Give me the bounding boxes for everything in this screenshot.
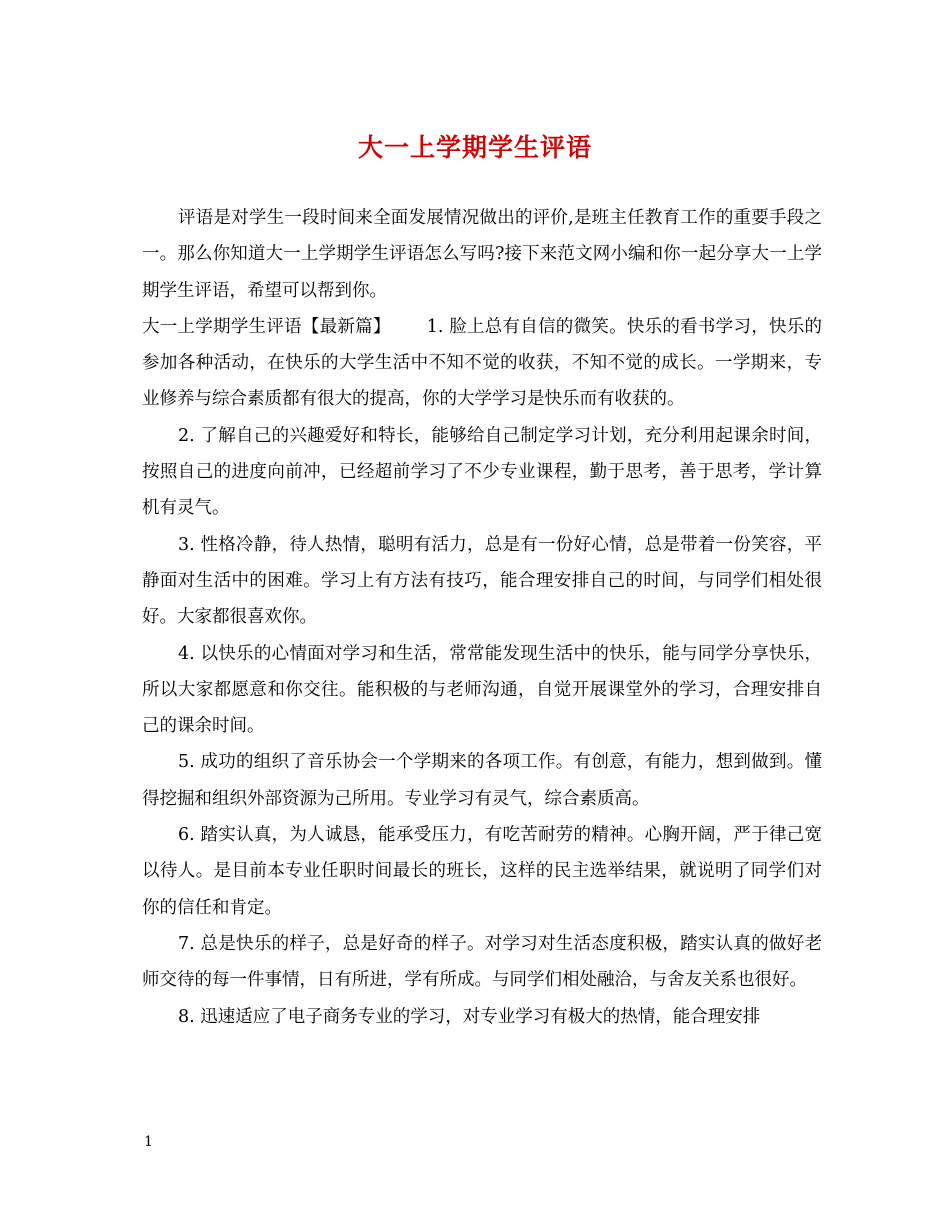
section-heading: 大一上学期学生评语【最新篇】	[142, 316, 391, 337]
page-title: 大一上学期学生评语	[357, 133, 592, 162]
list-item: 6. 踏实认真，为人诚恳，能承受压力，有吃苦耐劳的精神。心胸开阔，严于律己宽以待人。是目前本专业任职时间最长的班长，这样的民主选举结果，就说明了同学们对你的信任和肯定。	[142, 825, 822, 918]
list-item: 5. 成功的组织了音乐协会一个学期来的各项工作。有创意，有能力，想到做到。懂得挖掘和组织外部资源为己所用。专业学习有灵气，综合素质高。	[142, 752, 822, 809]
section-paragraph	[142, 309, 822, 418]
page-number: 1	[144, 1134, 153, 1150]
list-item: 8. 迅速适应了电子商务专业的学习，对专业学习有极大的热情，能合理安排	[178, 1006, 761, 1027]
list-item: 3. 性格冷静，待人热情，聪明有活力，总是有一份好心情，总是带着一份笑容，平静面对生活中的困难。学习上有方法有技巧，能合理安排自己的时间，与同学们相处很好。大家都很喜欢你。	[142, 534, 822, 628]
intro-paragraph: 评语是对学生一段时间来全面发展情况做出的评价,是班主任教育工作的重要手段之一。那么你知道大一上学期学生评语怎么写吗?接下来范文网小编和你一起分享大一上学期学生评语，希望可以帮到你。	[142, 208, 822, 301]
list-item: 7. 总是快乐的样子，总是好奇的样子。对学习对生活态度积极，踏实认真的做好老师交待的每一件事情，日有所进，学有所成。与同学们相处融洽，与舍友关系也很好。	[142, 933, 822, 991]
list-item: 2. 了解自己的兴趣爱好和特长，能够给自己制定学习计划，充分利用起课余时间，按照自己的进度向前冲，已经超前学习了不少专业课程，勤于思考，善于思考，学计算机有灵气。	[142, 425, 822, 519]
document-body	[142, 200, 822, 1035]
list-item: 1. 脸上总有自信的微笑。快乐的看书学习，快乐的参加各种活动，在快乐的大学生活中不知不觉的收获，不知不觉的成长。一学期来，专业修养与综合素质都有很大的提高，你的大学学习是快乐而有收获的。	[142, 316, 823, 410]
list-item: 4. 以快乐的心情面对学习和生活，常常能发现生活中的快乐，能与同学分享快乐，所以大家都愿意和你交往。能积极的与老师沟通，自觉开展课堂外的学习，合理安排自己的课余时间。	[142, 643, 822, 737]
